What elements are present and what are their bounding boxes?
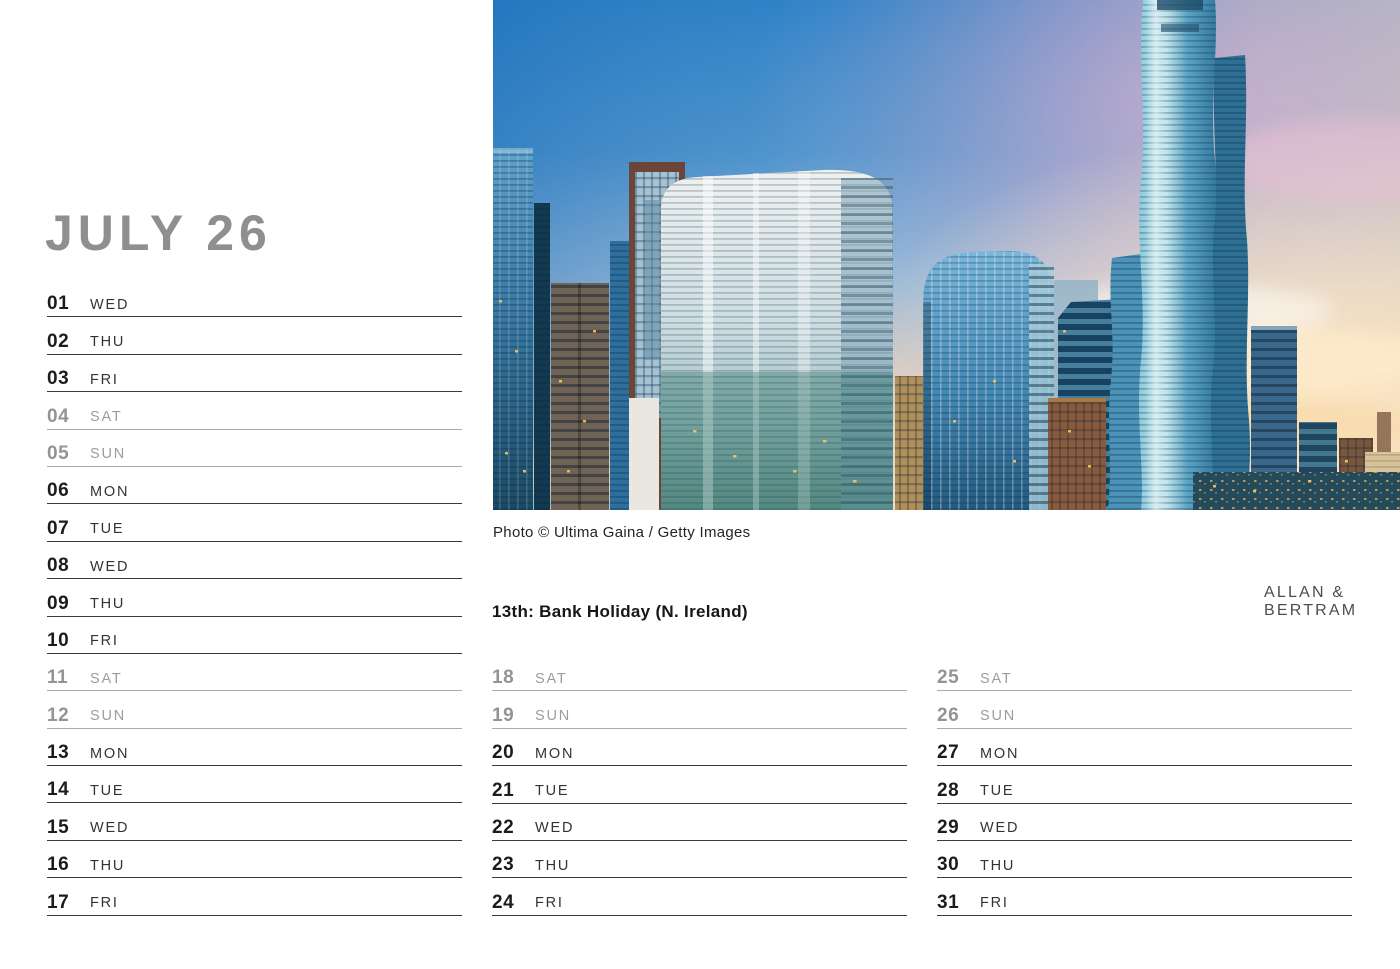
calendar-row [47,766,462,803]
day-label: THU [90,334,126,351]
calendar-row [492,654,907,691]
calendar-row [937,841,1352,878]
calendar-row [47,878,462,915]
day-label: MON [535,745,575,762]
calendar-row [47,691,462,728]
day-label: FRI [90,895,119,912]
date-number: 24 [492,891,515,913]
brand-line2: BERTRAM [1264,602,1358,619]
date-number: 20 [492,742,515,764]
calendar-row [47,392,462,429]
calendar-row [492,878,907,915]
calendar-row [937,654,1352,691]
calendar-row [47,504,462,541]
calendar-row [47,355,462,392]
day-label: THU [90,596,126,613]
calendar-column-3 [937,654,1352,916]
date-number: 25 [937,667,960,689]
calendar-row [492,729,907,766]
calendar-row [47,729,462,766]
day-label: TUE [980,783,1015,800]
calendar-row [47,467,462,504]
photo-credit: Photo © Ultima Gaina / Getty Images [493,524,751,541]
date-number: 27 [937,742,960,764]
calendar-row [937,804,1352,841]
date-number: 06 [47,480,70,502]
date-number: 02 [47,330,70,352]
day-label: SUN [980,708,1017,725]
brand-line1: ALLAN & [1264,584,1346,601]
day-label: WED [535,820,575,837]
calendar-row [47,617,462,654]
calendar-row [47,654,462,691]
date-number: 17 [47,891,70,913]
brand-logo [1264,584,1357,620]
calendar-row [492,691,907,728]
day-label: SAT [90,409,123,426]
date-number: 23 [492,854,515,876]
day-label: FRI [90,633,119,650]
day-label: THU [535,857,571,874]
day-label: WED [90,820,130,837]
date-number: 07 [47,517,70,539]
day-label: FRI [535,895,564,912]
calendar-row [937,691,1352,728]
date-number: 05 [47,442,70,464]
day-label: SAT [980,670,1013,687]
page-title: JULY 26 [45,205,272,261]
date-number: 22 [492,816,515,838]
day-label: TUE [90,782,125,799]
date-number: 12 [47,704,70,726]
day-label: MON [980,745,1020,762]
day-label: SAT [90,670,123,687]
day-label: FRI [90,371,119,388]
date-number: 14 [47,779,70,801]
calendar-row [47,280,462,317]
day-label: SUN [535,708,572,725]
date-number: 26 [937,704,960,726]
day-label: WED [90,296,130,313]
day-label: THU [980,857,1016,874]
calendar-row [492,766,907,803]
day-label: WED [980,820,1020,837]
day-label: WED [90,558,130,575]
calendar-row [937,766,1352,803]
calendar-row [47,579,462,616]
calendar-column-1 [47,280,462,916]
date-number: 18 [492,667,515,689]
day-label: SUN [90,446,127,463]
date-number: 29 [937,816,960,838]
date-number: 04 [47,405,70,427]
day-label: FRI [980,895,1009,912]
date-number: 16 [47,854,70,876]
date-number: 13 [47,742,70,764]
date-number: 21 [492,779,515,801]
calendar-column-2 [492,654,907,916]
day-label: TUE [535,783,570,800]
calendar-row [47,317,462,354]
day-label: SUN [90,708,127,725]
date-number: 10 [47,629,70,651]
calendar-row [492,804,907,841]
date-number: 31 [937,891,960,913]
skyline-svg [493,0,1400,510]
day-label: THU [90,857,126,874]
calendar-row [937,729,1352,766]
date-number: 09 [47,592,70,614]
calendar-row [937,878,1352,915]
calendar-row [47,542,462,579]
skyline-photo [493,0,1400,510]
calendar-row [492,841,907,878]
day-label: MON [90,483,130,500]
date-number: 03 [47,368,70,390]
date-number: 15 [47,816,70,838]
calendar-row [47,803,462,840]
holiday-note: 13th: Bank Holiday (N. Ireland) [492,602,748,621]
date-number: 30 [937,854,960,876]
calendar-row [47,841,462,878]
calendar-row [47,430,462,467]
date-number: 11 [47,667,69,689]
date-number: 19 [492,704,515,726]
day-label: TUE [90,521,125,538]
date-number: 08 [47,555,70,577]
day-label: MON [90,745,130,762]
date-number: 01 [47,293,70,315]
day-label: SAT [535,670,568,687]
date-number: 28 [937,779,960,801]
